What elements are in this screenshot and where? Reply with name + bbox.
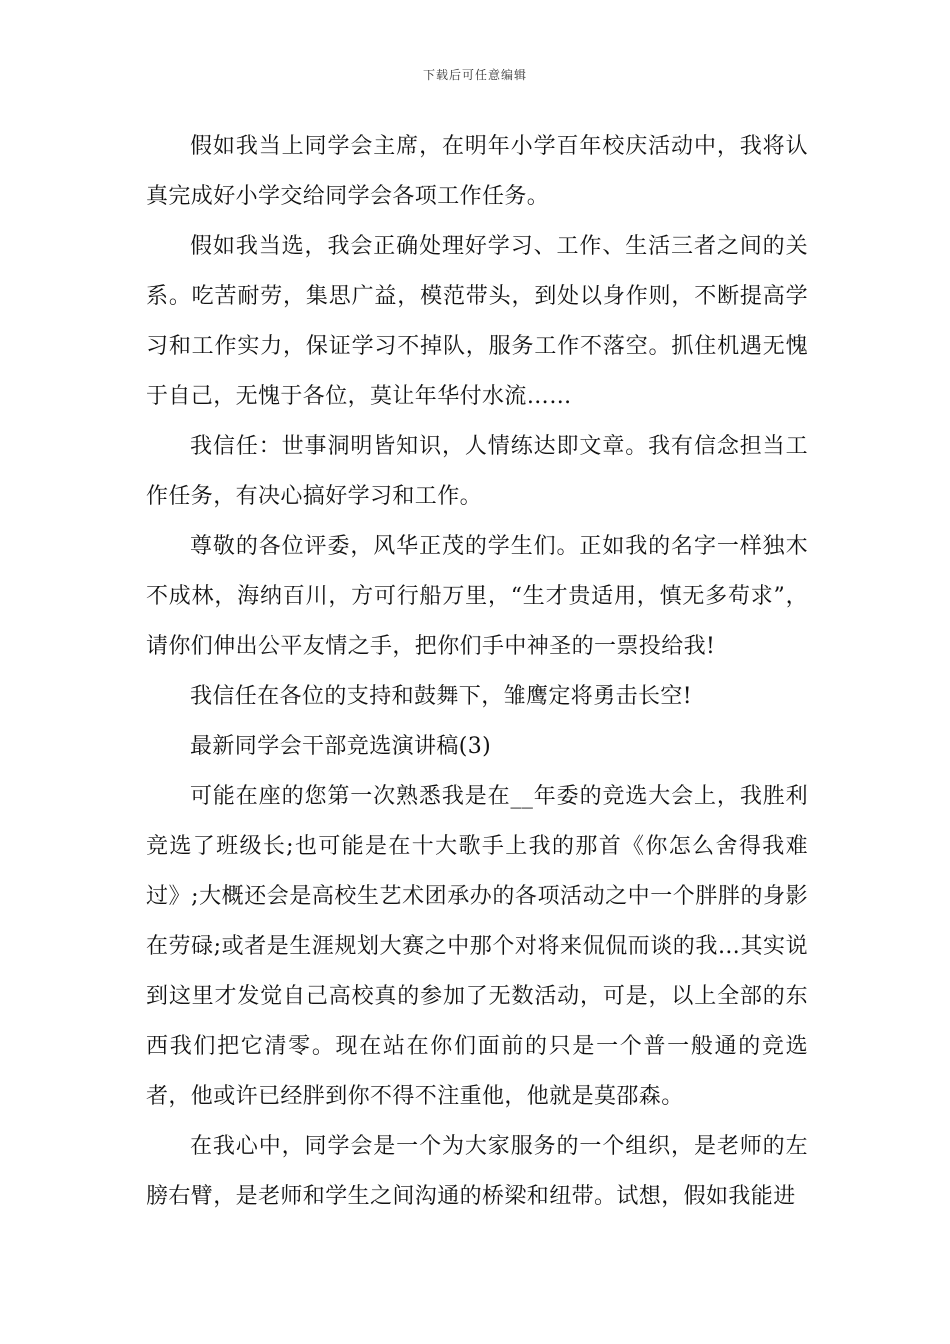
document-body: [146, 122, 808, 1222]
paragraph-5: 我信任在各位的支持和鼓舞下，雏鹰定将勇击长空!: [190, 684, 693, 709]
paragraph-4: 尊敬的各位评委，风华正茂的学生们。正如我的名字一样独木不成林，海纳百川，方可行船万里，“生才贵适用，慎无多苟求”，请你们伸出公平友情之手，把你们手中神圣的一票投给我!: [146, 534, 808, 659]
paragraph-3: 我信任：世事洞明皆知识，人情练达即文章。我有信念担当工作任务，有决心搞好学习和工作。: [146, 434, 808, 509]
paragraph-7: 在我心中，同学会是一个为大家服务的一个组织，是老师的左膀右臂，是老师和学生之间沟通的桥梁和纽带。试想，假如我能进: [146, 1134, 808, 1209]
paragraph-6: 可能在座的您第一次熟悉我是在__年委的竞选大会上，我胜利竞选了班级长;也可能是在十大歌手上我的那首《你怎么舍得我难过》;大概还会是高校生艺术团承办的各项活动之中一个胖胖的身影在劳碌;或者是生涯规划大赛之中那个对将来侃侃而谈的我…其实说到这里才发觉自己高校真的参加了无数活动，可是，以上全部的东西我们把它清零。现在站在你们面前的只是一个普一般通的竞选者，他或许已经胖到你不得不注重他，他就是莫邵森。: [146, 784, 808, 1109]
page-header: 下载后可任意编辑: [422, 68, 527, 82]
paragraph-2: 假如我当选，我会正确处理好学习、工作、生活三者之间的关系。吃苦耐劳，集思广益，模范带头，到处以身作则，不断提高学习和工作实力，保证学习不掉队，服务工作不落空。抓住机遇无愧于自己，无愧于各位，莫让年华付水流……: [146, 234, 808, 409]
section-title: 最新同学会干部竞选演讲稿(3): [190, 734, 492, 759]
paragraph-1: 假如我当上同学会主席，在明年小学百年校庆活动中，我将认真完成好小学交给同学会各项工作任务。: [146, 134, 808, 209]
